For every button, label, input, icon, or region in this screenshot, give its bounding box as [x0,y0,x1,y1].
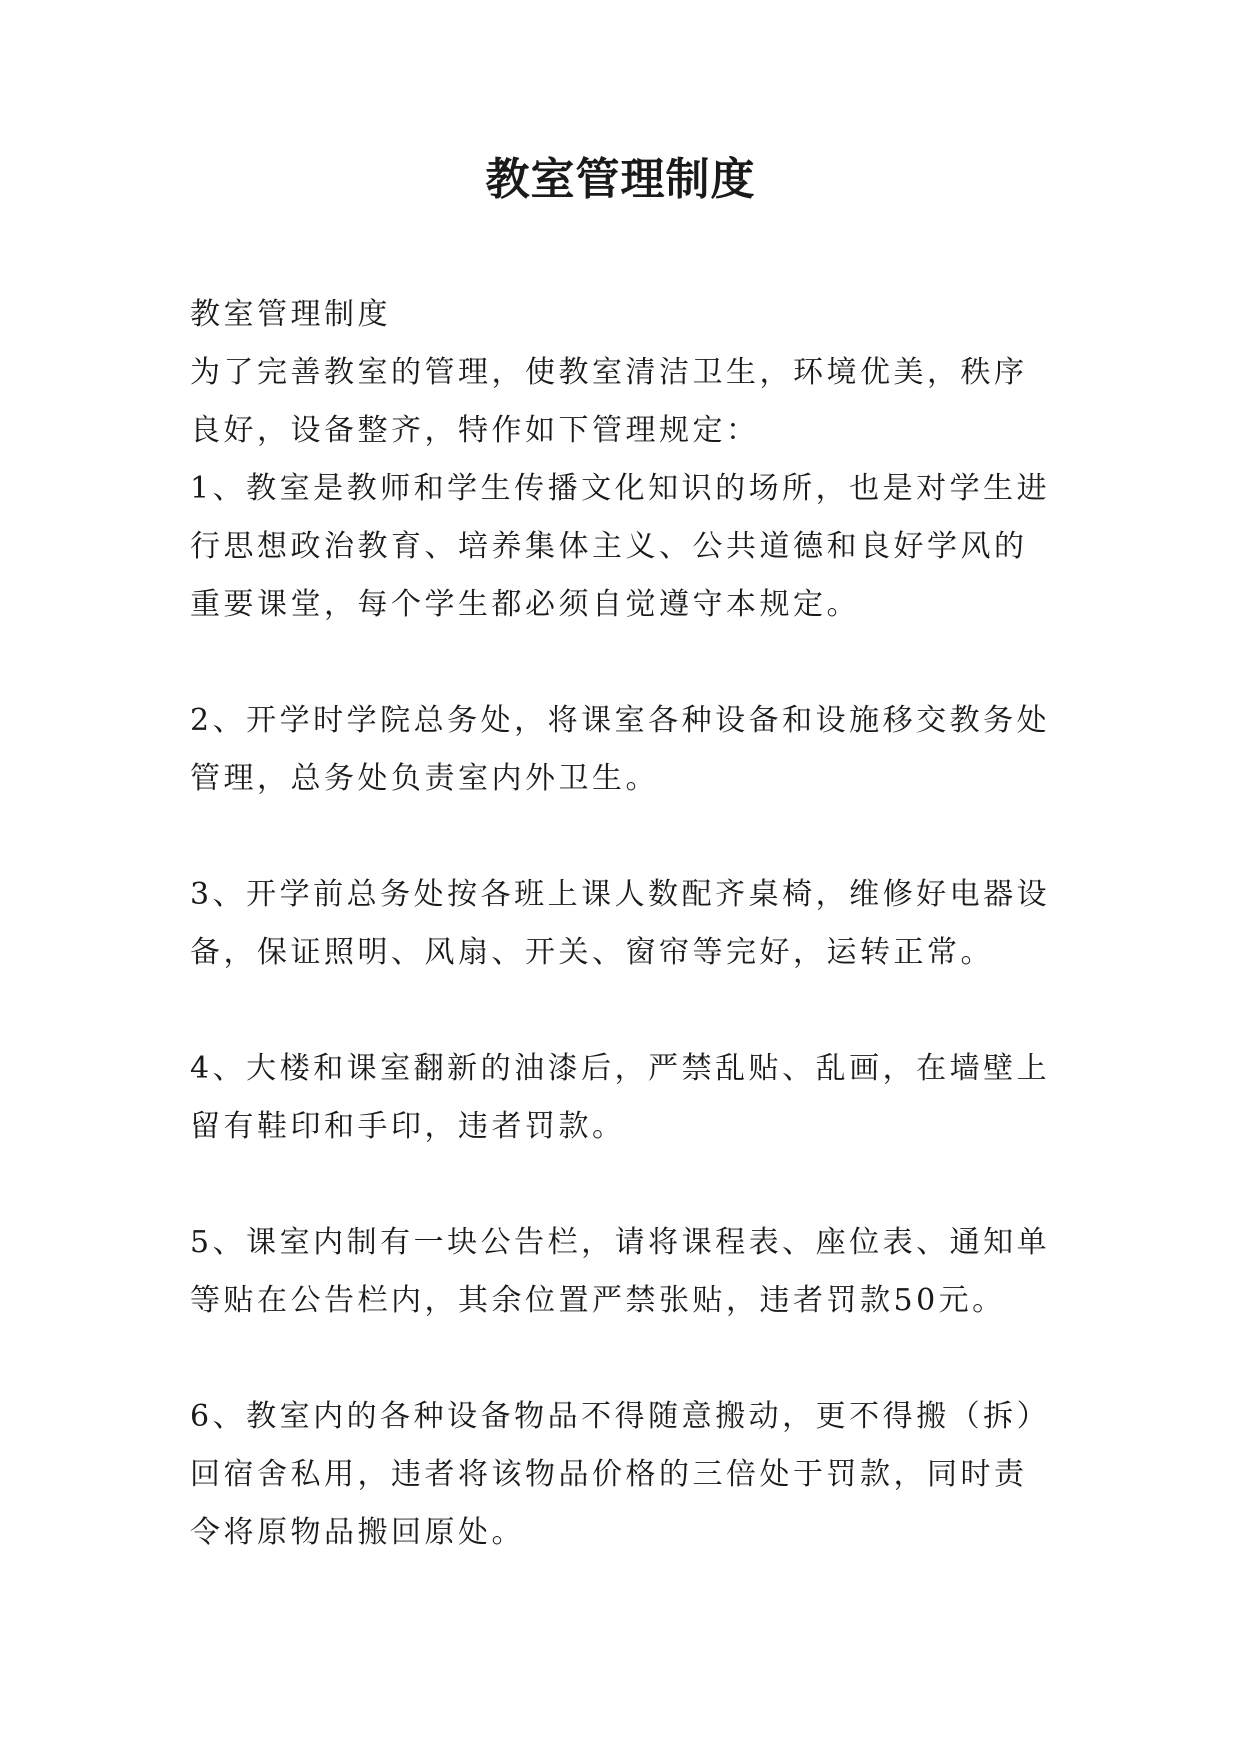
rule-3-paragraph: 3、开学前总务处按各班上课人数配齐桌椅，维修好电器设备，保证照明、风扇、开关、窗帘等完好，运转正常。 [190,877,1051,970]
rule-5-paragraph: 5、课室内制有一块公告栏，请将课程表、座位表、通知单等贴在公告栏内，其余位置严禁张贴，违者罚款50元。 [190,1225,1051,1318]
rule-6-paragraph: 6、教室内的各种设备物品不得随意搬动，更不得搬（拆）回宿舍私用，违者将该物品价格的三倍处于罚款，同时责令将原物品搬回原处。 [190,1399,1051,1550]
document-body [190,286,1056,1562]
document-title: 教室管理制度 [485,154,756,205]
rule-2-paragraph: 2、开学时学院总务处，将课室各种设备和设施移交教务处管理，总务处负责室内外卫生。 [190,703,1051,796]
intro-paragraph: 为了完善教室的管理，使教室清洁卫生，环境优美，秩序良好，设备整齐，特作如下管理规定： [190,355,1028,448]
rule-4-paragraph: 4、大楼和课室翻新的油漆后，严禁乱贴、乱画，在墙壁上留有鞋印和手印，违者罚款。 [190,1051,1051,1144]
subtitle-paragraph: 教室管理制度 [190,297,391,332]
rule-1-paragraph: 1、教室是教师和学生传播文化知识的场所，也是对学生进行思想政治教育、培养集体主义、公共道德和良好学风的重要课堂，每个学生都必须自觉遵守本规定。 [190,471,1051,622]
